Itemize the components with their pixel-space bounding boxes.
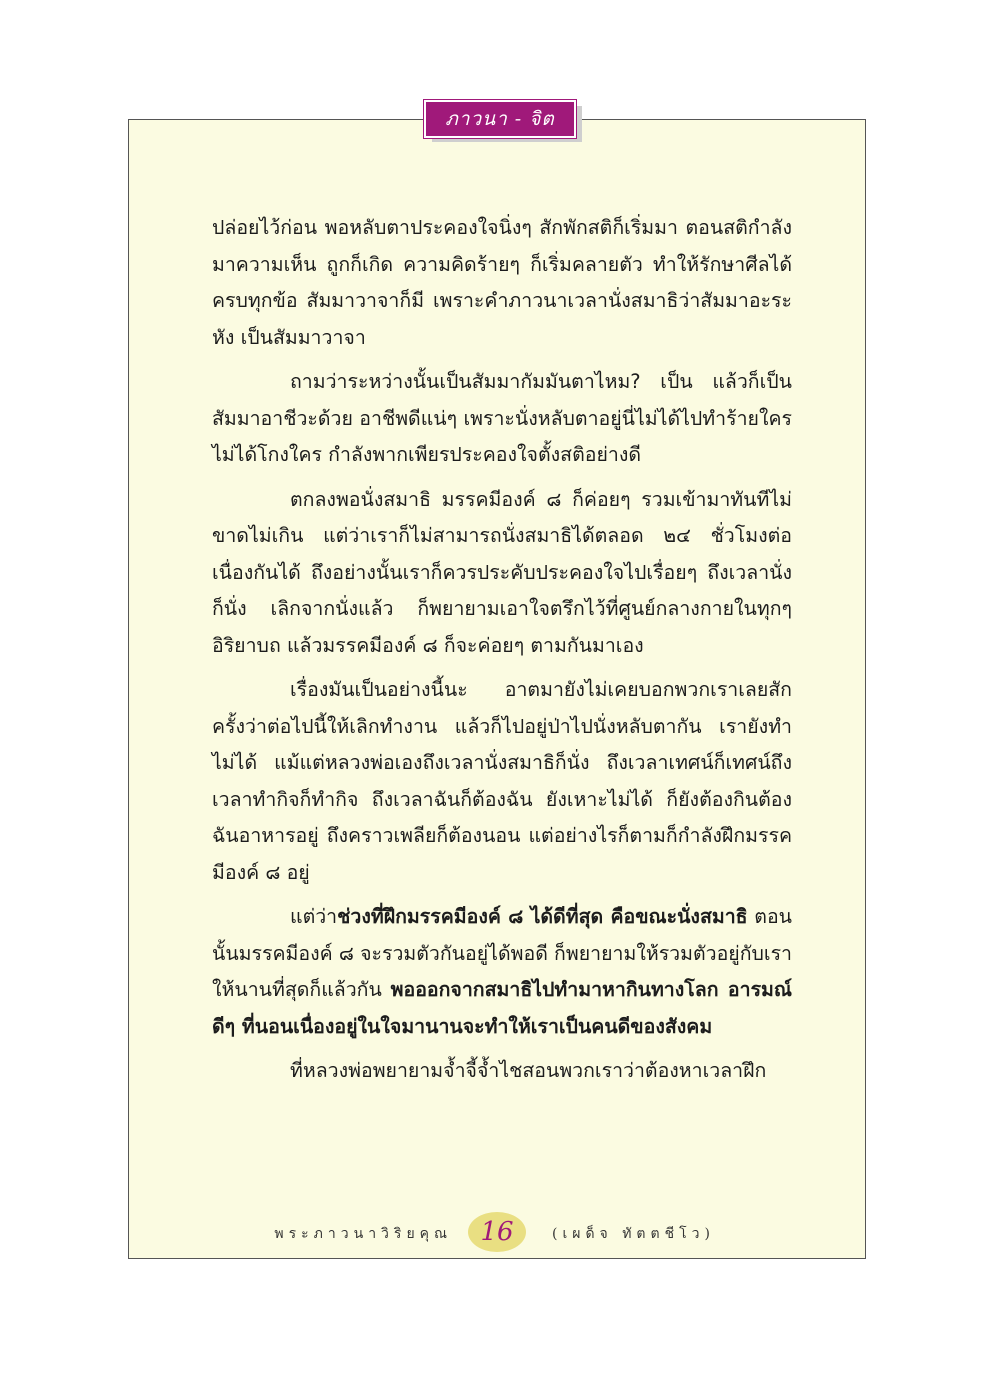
body-text xyxy=(212,210,792,1098)
paragraph xyxy=(212,364,792,474)
text-segment: แต่ว่า xyxy=(290,905,338,928)
footer-author: (เผด็จ ทัตตชีโว) xyxy=(552,1226,715,1242)
text-segment: ตอนนั้นมรรคมีองค์ ๘ จะรวมตัวกันอยู่ได้พอดี ก็พยายามให้รวมตัวอยู่กับเราให้นานที่สุดก็แล้วกัน xyxy=(212,905,793,1001)
page-footer xyxy=(0,1212,1000,1256)
paragraph xyxy=(212,899,792,1045)
section-header-tab: ภาวนา - จิต xyxy=(424,100,576,138)
text-segment: เรื่องมันเป็นอย่างนี้นะ อาตมายังไม่เคยบอกพวกเราเลยสักครั้งว่าต่อไปนี้ให้เลิกทำงาน แล้วก็ไปอยู่ป่าไปนั่งหลับตากัน เรายังทำไม่ได้ แม้แต่หลวงพ่อเองถึงเวลานั่งสมาธิก็นั่ง ถึงเวลาเทศน์ก็เทศน์ถึงเวลาทำกิจก็ทำกิจ ถึงเวลาฉันก็ต้องฉัน ยังเหาะไม่ได้ ก็ยังต้องกินต้องฉันอาหารอยู่ ถึงคราวเพลียก็ต้องนอน แต่อย่างไรก็ตามก็กำลังฝึกมรรคมีองค์ ๘ อยู่ xyxy=(212,678,792,884)
bold-text-segment: ช่วงที่ฝึกมรรคมีองค์ ๘ ได้ดีที่สุด คือขณะนั่งสมาธิ xyxy=(337,905,748,928)
text-segment: ตกลงพอนั่งสมาธิ มรรคมีองค์ ๘ ก็ค่อยๆ รวมเข้ามาทันทีไม่ขาดไม่เกิน แต่ว่าเราก็ไม่สามารถนั่งสมาธิได้ตลอด ๒๔ ชั่วโมงต่อเนื่องกันได้ ถึงอย่างนั้นเราก็ควรประคับประคองใจไปเรื่อยๆ ถึงเวลานั่งก็นั่ง เลิกจากนั่งแล้ว ก็พยายามเอาใจตรึกไว้ที่ศูนย์กลางกายในทุกๆอิริยาบถ แล้วมรรคมีองค์ ๘ ก็จะค่อยๆ ตามกันมาเอง xyxy=(212,487,792,657)
paragraph xyxy=(212,1053,792,1090)
paragraph xyxy=(212,210,792,356)
text-segment: ที่หลวงพ่อพยายามจ้ำจี้จ้ำไชสอนพวกเราว่าต้องหาเวลาฝึก xyxy=(290,1059,767,1082)
footer-book-title: พระภาวนาวิริยคุณ xyxy=(274,1226,452,1242)
bold-text-segment: พอออกจากสมาธิไปทำมาหากินทางโลก อารมณ์ดีๆ ที่นอนเนื่องอยู่ในใจมานานจะทำให้เราเป็นคนดีของสังคม xyxy=(212,978,792,1038)
text-segment: ปล่อยไว้ก่อน พอหลับตาประคองใจนิ่งๆ สักพักสติก็เริ่มมา ตอนสติกำลังมาความเห็น ถูกก็เกิด ความคิดร้ายๆ ก็เริ่มคลายตัว ทำให้รักษาศีลได้ครบทุกข้อ สัมมาวาจาก็มี เพราะคำภาวนาเวลานั่งสมาธิว่าสัมมาอะระหัง เป็นสัมมาวาจา xyxy=(212,216,792,349)
text-segment: ถามว่าระหว่างนั้นเป็นสัมมากัมมันตาไหม? เป็น แล้วก็เป็นสัมมาอาชีวะด้วย อาชีพดีแน่ๆ เพราะนั่งหลับตาอยู่นี่ไม่ได้ไปทำร้ายใคร ไม่ได้โกงใคร กำลังพากเพียรประคองใจตั้งสติอย่างดี xyxy=(212,370,792,466)
paragraph xyxy=(212,482,792,665)
paragraph xyxy=(212,672,792,891)
page-number-badge: 16 xyxy=(468,1212,526,1252)
